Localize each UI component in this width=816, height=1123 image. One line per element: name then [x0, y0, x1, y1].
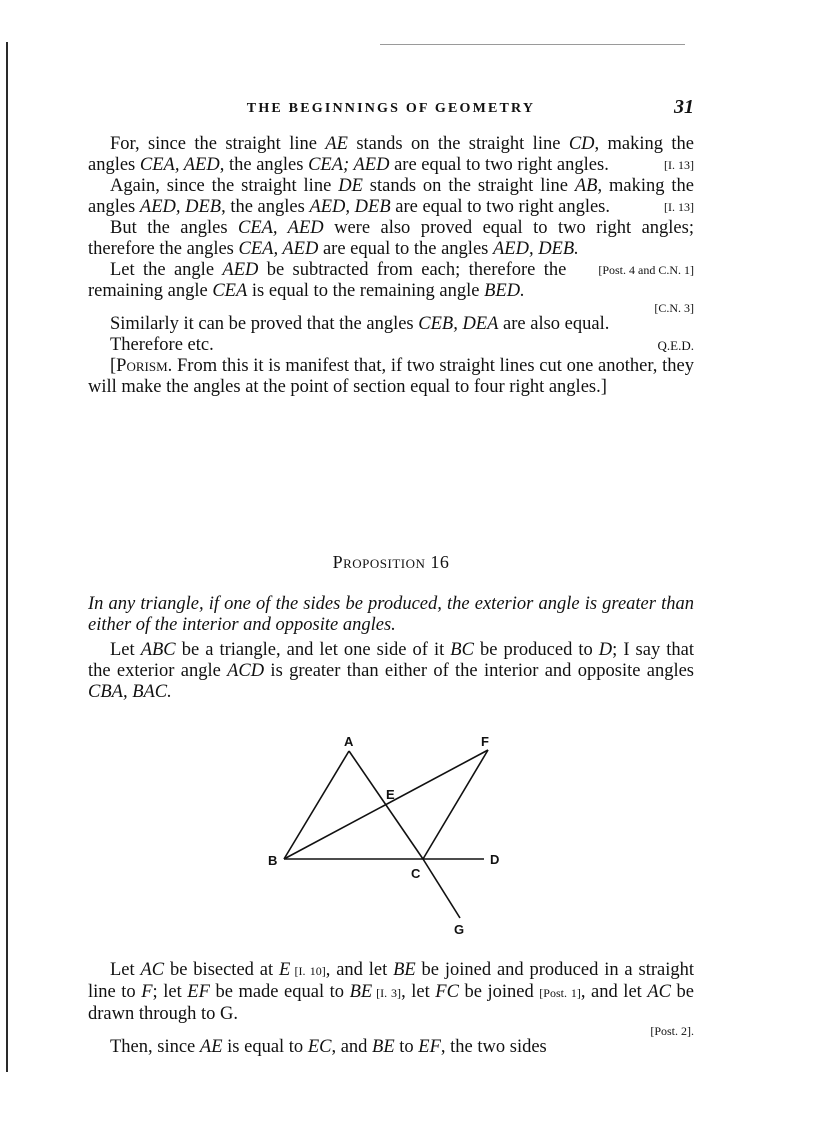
proposition-enunciation: In any triangle, if one of the sides be produced, the exterior angle is greater than either of the interior and opposite angles. — [88, 594, 694, 635]
binding-edge — [6, 42, 8, 1072]
proposition-heading: Proposition 16 — [332, 552, 450, 572]
citation: [I. 13] — [664, 200, 694, 214]
porism-paragraph: [Porism. From this it is manifest that, if two straight lines cut one another, they will make the angles at the point of section equal to four right angles.] — [88, 356, 694, 397]
proof-paragraph-1: Let AC be bisected at E [I. 10], and let BE be joined and produced in a straight line to F; let EF be made equal to BE [I. 3], let FC be joined [Post. 1], and let AC be drawn through to G. — [88, 960, 695, 1024]
label-a: A — [344, 734, 354, 749]
label-g: G — [454, 922, 465, 937]
citation: [C.N. 3] — [654, 301, 694, 315]
running-title: THE BEGINNINGS OF GEOMETRY — [246, 101, 536, 116]
citation: [I. 13] — [664, 158, 694, 172]
label-b: B — [268, 853, 278, 868]
page-header — [88, 96, 694, 122]
proof-text — [88, 960, 694, 1058]
body-text — [88, 134, 694, 398]
label-c: C — [411, 866, 421, 881]
paragraph-4: Let the angle AED be subtracted from each; therefore the remaining angle CEA is equal to the remaining angle BED. — [88, 260, 567, 301]
citation: [Post. 4 and C.N. 1] — [598, 263, 694, 277]
line-ba — [284, 751, 349, 859]
proof-paragraph-2: Then, since AE is equal to EC, and BE to EF, the two sides — [110, 1037, 547, 1057]
label-d: D — [490, 852, 500, 867]
proposition-setup: Let ABC be a triangle, and let one side of it BC be produced to D; I say that the exterior angle ACD is greater than either of the interior and opposite angles CBA, BAC. — [88, 640, 695, 702]
line-cf — [423, 750, 488, 859]
label-e: E — [386, 787, 395, 802]
paragraph-2: Again, since the straight line DE stands on the straight line AB, making the angles AED, DEB, the angles AED, DEB are equal to two right angles. [I. 13] — [88, 176, 695, 217]
paragraph-3: But the angles CEA, AED were also proved equal to two right angles; therefore the angles CEA, AED are equal to the angles AED, DEB. [Post. 4 and C.N. 1] — [88, 218, 694, 260]
geometry-figure — [262, 728, 522, 940]
paragraph-1: For, since the straight line AE stands on the straight line CD, making the angles CEA, AED, the angles CEA; AED are equal to two right angles. [I. 13] — [88, 134, 694, 175]
citation: [Post. 2]. — [650, 1024, 694, 1038]
qed-mark: Q.E.D. — [657, 338, 694, 353]
line-bf — [284, 750, 488, 859]
paragraph-6: Therefore etc. Q.E.D. — [110, 335, 694, 355]
label-f: F — [481, 734, 489, 749]
paragraph-5: Similarly it can be proved that the angles CEB, DEA are also equal. — [110, 314, 610, 334]
line-cg — [423, 859, 460, 918]
top-rule — [380, 44, 685, 45]
page-number: 31 — [674, 96, 694, 118]
